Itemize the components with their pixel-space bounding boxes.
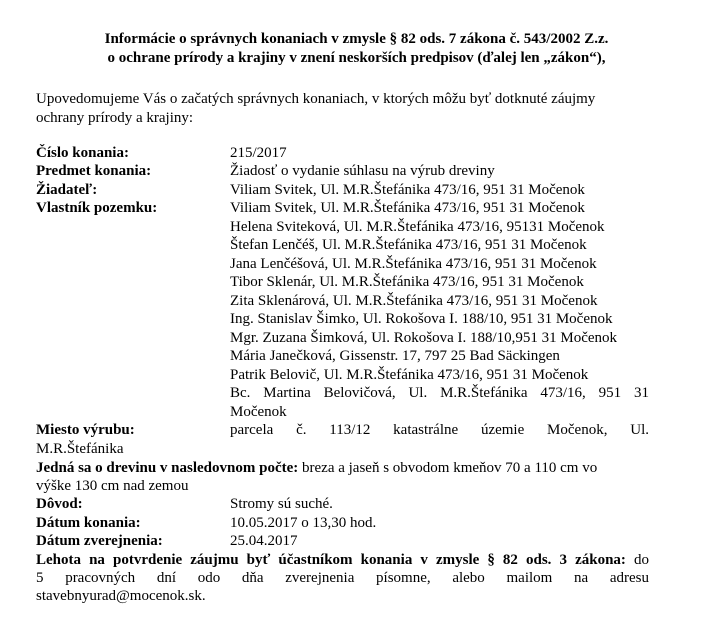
- owners-list: [230, 199, 649, 421]
- owner-item: Mária Janečková, Gissenstr. 17, 797 25 Bad Säckingen: [230, 348, 560, 364]
- lehota-email-line: stavebnyurad@mocenok.sk.: [36, 588, 206, 604]
- datum-konania-label: Dátum konania:: [36, 515, 141, 531]
- dovod-label: Dôvod:: [36, 496, 83, 512]
- owner-item: Štefan Lenčéš, Ul. M.R.Štefánika 473/16, 951 31 Močenok: [230, 237, 587, 253]
- owner-item: Bc. Martina Belovičová, Ul. M.R.Štefánika 473/16, 951 31: [230, 385, 649, 401]
- owner-item: Tibor Sklenár, Ul. M.R.Štefánika 473/16, 951 31 Močenok: [230, 274, 584, 290]
- lehota-value: do: [634, 552, 650, 568]
- heading-line-1: Informácie o správnych konaniach v zmysle § 82 ods. 7 zákona č. 543/2002 Z.z.: [104, 31, 609, 47]
- drevina-value: breza a jaseň s obvodom kmeňov 70 a 110 cm vo: [302, 460, 598, 476]
- drevina-continuation: výške 130 cm nad zemou: [36, 478, 189, 494]
- cislo-konania-value: 215/2017: [230, 145, 287, 161]
- lehota-label: Lehota na potvrdenie záujmu byť účastníkom konania v zmysle § 82 ods. 3 zákona:: [36, 552, 626, 568]
- miesto-vyrubu-value: parcela č. 113/12 katastrálne územie Močenok, Ul.: [230, 422, 649, 438]
- cislo-konania-label: Číslo konania:: [36, 145, 129, 161]
- intro-line-2: ochrany prírody a krajiny:: [36, 109, 194, 126]
- field-lehota: [36, 551, 649, 570]
- predmet-konania-value: Žiadosť o vydanie súhlasu na výrub dreviny: [230, 163, 495, 179]
- datum-zverejnenia-label: Dátum zverejnenia:: [36, 533, 163, 549]
- drevina-label: Jedná sa o drevinu v nasledovnom počte:: [36, 460, 299, 476]
- datum-konania-value: 10.05.2017 o 13,30 hod.: [230, 515, 377, 531]
- intro-line-1: Upovedomujeme Vás o začatých správnych konaniach, v ktorých môžu byť dotknuté záujmy: [36, 91, 596, 107]
- predmet-konania-label: Predmet konania:: [36, 163, 152, 179]
- owner-item: Ing. Stanislav Šimko, Ul. Rokošova I. 188/10, 951 31 Močenok: [230, 311, 613, 327]
- document-heading: [0, 30, 713, 68]
- owner-item: Jana Lenčéšová, Ul. M.R.Štefánika 473/16, 951 31 Močenok: [230, 255, 597, 272]
- intro-paragraph: [36, 90, 676, 127]
- dovod-value: Stromy sú suché.: [230, 496, 333, 512]
- owner-item: Helena Sviteková, Ul. M.R.Štefánika 473/16, 95131 Močenok: [230, 218, 605, 235]
- datum-zverejnenia-value: 25.04.2017: [230, 533, 298, 549]
- owner-item: Močenok: [230, 403, 287, 420]
- vlastnik-pozemku-label: Vlastník pozemku:: [36, 200, 158, 216]
- owner-item: Patrik Belovič, Ul. M.R.Štefánika 473/16, 951 31 Močenok: [230, 366, 589, 383]
- miesto-vyrubu-continuation: M.R.Štefánika: [36, 441, 124, 457]
- owner-item: Viliam Svitek, Ul. M.R.Štefánika 473/16, 951 31 Močenok: [230, 200, 585, 216]
- owner-item: Mgr. Zuzana Šimková, Ul. Rokošova I. 188/10,951 31 Močenok: [230, 329, 618, 346]
- owner-item: Zita Sklenárová, Ul. M.R.Štefánika 473/16, 951 31 Močenok: [230, 292, 598, 309]
- heading-line-2: o ochrane prírody a krajiny v znení neskorších predpisov (ďalej len „zákon“),: [107, 50, 606, 66]
- ziadatel-label: Žiadateľ:: [36, 182, 98, 198]
- ziadatel-value: Viliam Svitek, Ul. M.R.Štefánika 473/16, 951 31 Močenok: [230, 182, 585, 198]
- field-drevina: [36, 459, 649, 478]
- miesto-vyrubu-label: Miesto výrubu:: [36, 422, 135, 438]
- lehota-line-2: 5 pracovných dní odo dňa zverejnenia písomne, alebo mailom na adresu: [36, 570, 649, 586]
